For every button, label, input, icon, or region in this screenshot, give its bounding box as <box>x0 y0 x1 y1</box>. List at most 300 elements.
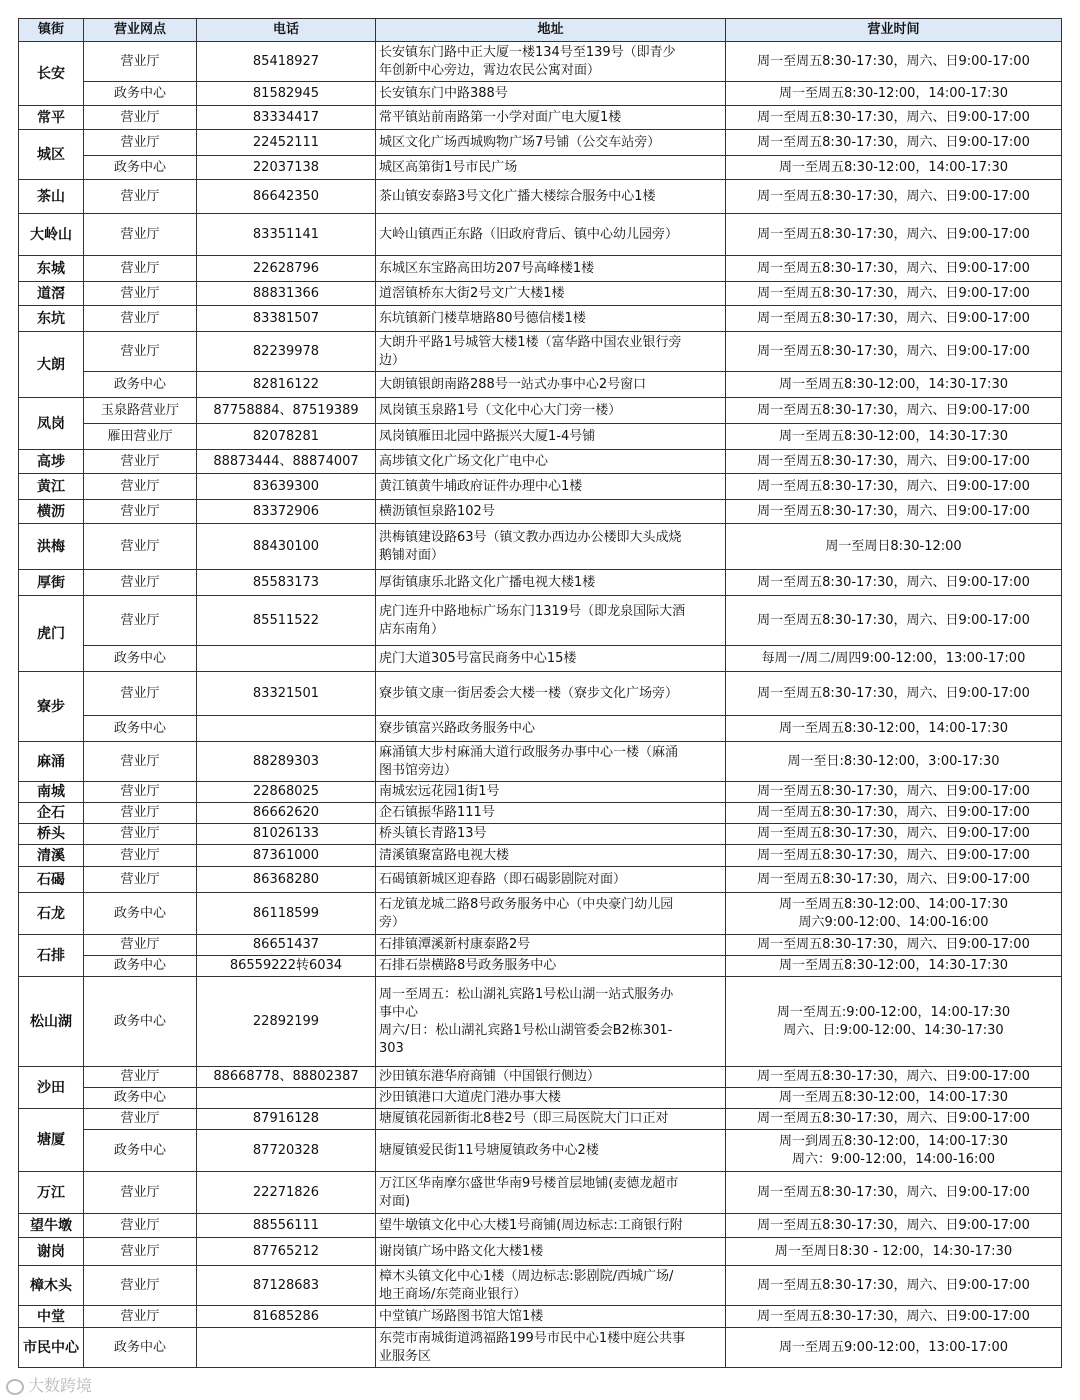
outlet-cell: 营业厅 <box>84 935 197 956</box>
address-line: 凤岗镇雁田北园中路振兴大厦1-4号铺 <box>379 428 596 444</box>
town-cell: 洪梅 <box>19 524 84 570</box>
address-cell <box>376 450 726 474</box>
address-line: 企石镇振华路111号 <box>379 805 495 820</box>
town-cell: 虎门 <box>19 596 84 672</box>
hours-cell <box>726 82 1062 106</box>
address-cell <box>376 214 726 256</box>
table-row <box>19 935 1062 956</box>
hours-cell <box>726 1067 1062 1088</box>
table-row <box>19 1214 1062 1238</box>
phone-cell: 82816122 <box>197 372 376 398</box>
hours-line: 周一至周五8:30-12:00，14:00-17:30 <box>779 720 1008 736</box>
hours-line: 周六9:00-12:00、14:00-16:00 <box>798 914 989 930</box>
address-line: 洪梅镇建设路63号（镇文教办西边办公楼即大头成烧 <box>379 529 682 545</box>
address-cell <box>376 1172 726 1214</box>
address-line: 望牛墩镇文化中心大楼1号商铺(周边标志:工商银行附 <box>379 1217 683 1233</box>
table-row <box>19 716 1062 742</box>
outlet-cell: 营业厅 <box>84 1172 197 1214</box>
hours-line: 周一至周五8:30-17:30，周六、日9:00-17:00 <box>757 937 1030 952</box>
header-hours: 营业时间 <box>726 19 1062 42</box>
outlet-cell: 营业厅 <box>84 306 197 332</box>
address-line: 东坑镇新门楼草塘路80号德信楼1楼 <box>379 310 586 326</box>
service-outlet-table <box>18 18 1062 1368</box>
address-line: 长安镇东门路中正大厦一楼134号至139号（即青少 <box>379 44 676 60</box>
table-row <box>19 42 1062 82</box>
phone-cell: 87758884、87519389 <box>197 398 376 424</box>
phone-cell: 82239978 <box>197 332 376 372</box>
outlet-cell: 营业厅 <box>84 845 197 867</box>
address-line: 东城区东宝路高田坊207号高峰楼1楼 <box>379 260 595 276</box>
hours-line: 周一至周五8:30-17:30，周六、日9:00-17:00 <box>757 612 1030 628</box>
watermark <box>6 1373 92 1396</box>
outlet-cell: 营业厅 <box>84 180 197 214</box>
phone-cell: 88831366 <box>197 282 376 306</box>
hours-line: 周一至周五8:30-17:30，周六、日9:00-17:00 <box>757 871 1030 887</box>
phone-cell: 83351141 <box>197 214 376 256</box>
hours-line: 周一至周五8:30-17:30，周六、日9:00-17:00 <box>757 53 1030 69</box>
hours-cell <box>726 214 1062 256</box>
outlet-cell: 玉泉路营业厅 <box>84 398 197 424</box>
address-cell <box>376 282 726 306</box>
outlet-cell: 营业厅 <box>84 782 197 803</box>
address-line: 长安镇东门中路388号 <box>379 85 508 101</box>
hours-line: 周一至周五:9:00-12:00，14:00-17:30 <box>776 1004 1011 1020</box>
address-line: 业服务区 <box>379 1348 432 1364</box>
hours-line: 周一到周五8:30-12:00，14:00-17:30 <box>779 1133 1008 1149</box>
phone-cell <box>197 1088 376 1109</box>
table-row <box>19 1172 1062 1214</box>
town-cell: 凤岗 <box>19 398 84 450</box>
town-cell: 桥头 <box>19 824 84 845</box>
outlet-cell: 营业厅 <box>84 672 197 716</box>
address-cell <box>376 372 726 398</box>
phone-cell: 83381507 <box>197 306 376 332</box>
phone-cell: 86642350 <box>197 180 376 214</box>
town-cell: 茶山 <box>19 180 84 214</box>
outlet-cell: 营业厅 <box>84 332 197 372</box>
phone-cell: 22868025 <box>197 782 376 803</box>
hours-cell <box>726 845 1062 867</box>
town-cell: 厚街 <box>19 570 84 596</box>
town-cell: 常平 <box>19 106 84 130</box>
address-line: 横沥镇恒泉路102号 <box>379 503 495 519</box>
address-cell <box>376 1109 726 1130</box>
address-line: 大岭山镇西正东路（旧政府背后、镇中心幼儿园旁） <box>379 226 679 242</box>
phone-cell: 22271826 <box>197 1172 376 1214</box>
hours-cell <box>726 956 1062 977</box>
address-line: 东莞市南城街道鸿福路199号市民中心1楼中庭公共事 <box>379 1330 686 1346</box>
address-cell <box>376 935 726 956</box>
town-cell: 企石 <box>19 803 84 824</box>
header-outlet: 营业网点 <box>84 19 197 42</box>
address-line: 城区文化广场西城购物广场7号铺（公交车站旁） <box>379 134 661 150</box>
address-cell <box>376 500 726 524</box>
hours-line: 周一至周五9:00-12:00，13:00-17:00 <box>779 1339 1008 1355</box>
outlet-cell: 营业厅 <box>84 1266 197 1306</box>
outlet-cell: 营业厅 <box>84 742 197 782</box>
table-row <box>19 1266 1062 1306</box>
outlet-cell: 政务中心 <box>84 716 197 742</box>
table-row <box>19 1328 1062 1368</box>
table-row <box>19 742 1062 782</box>
hours-line: 周一至周五8:30-17:30，周六、日9:00-17:00 <box>757 1069 1030 1084</box>
hours-cell <box>726 646 1062 672</box>
town-cell: 中堂 <box>19 1306 84 1328</box>
town-cell: 市民中心 <box>19 1328 84 1368</box>
table-row <box>19 156 1062 180</box>
town-cell: 石排 <box>19 935 84 977</box>
header-phone: 电话 <box>197 19 376 42</box>
phone-cell: 87128683 <box>197 1266 376 1306</box>
outlet-cell: 营业厅 <box>84 1067 197 1088</box>
hours-line: 周一至周日8:30-12:00 <box>825 538 962 554</box>
hours-cell <box>726 398 1062 424</box>
outlet-cell: 营业厅 <box>84 524 197 570</box>
hours-cell <box>726 1172 1062 1214</box>
phone-cell: 83334417 <box>197 106 376 130</box>
phone-cell: 87361000 <box>197 845 376 867</box>
table-row <box>19 1109 1062 1130</box>
address-cell <box>376 570 726 596</box>
address-line: 塘厦镇爱民街11号塘厦镇政务中心2楼 <box>379 1142 599 1158</box>
table-row <box>19 524 1062 570</box>
phone-cell: 86559222转6034 <box>197 956 376 977</box>
hours-cell <box>726 1109 1062 1130</box>
address-cell <box>376 782 726 803</box>
table-row <box>19 474 1062 500</box>
hours-line: 周一至周五8:30-17:30，周六、日9:00-17:00 <box>757 402 1030 418</box>
town-cell: 大朗 <box>19 332 84 398</box>
address-cell <box>376 474 726 500</box>
outlet-cell: 政务中心 <box>84 156 197 180</box>
address-line: 虎门连升中路地标广场东门1319号（即龙泉国际大酒 <box>379 603 686 619</box>
hours-cell <box>726 803 1062 824</box>
hours-cell <box>726 306 1062 332</box>
phone-cell: 22892199 <box>197 977 376 1067</box>
outlet-cell: 营业厅 <box>84 42 197 82</box>
table-row <box>19 214 1062 256</box>
town-cell: 大岭山 <box>19 214 84 256</box>
hours-cell <box>726 180 1062 214</box>
address-line: 图书馆旁边） <box>379 762 458 778</box>
town-cell: 横沥 <box>19 500 84 524</box>
hours-cell <box>726 742 1062 782</box>
address-cell <box>376 803 726 824</box>
address-line: 沙田镇东港华府商铺（中国银行侧边） <box>379 1069 601 1084</box>
hours-line: 周一至周五8:30-17:30，周六、日9:00-17:00 <box>757 310 1030 326</box>
hours-cell <box>726 893 1062 935</box>
town-cell: 寮步 <box>19 672 84 742</box>
outlet-cell: 营业厅 <box>84 450 197 474</box>
hours-line: 周一至周五8:30-12:00，14:00-17:30 <box>779 1090 1008 1105</box>
outlet-cell: 营业厅 <box>84 500 197 524</box>
town-cell: 谢岗 <box>19 1238 84 1266</box>
hours-line: 周一至周五8:30-17:30，周六、日9:00-17:00 <box>757 805 1030 820</box>
hours-line: 周一至周五8:30-17:30，周六、日9:00-17:00 <box>757 1184 1030 1200</box>
outlet-cell: 政务中心 <box>84 1130 197 1172</box>
hours-cell <box>726 424 1062 450</box>
address-cell <box>376 867 726 893</box>
address-cell <box>376 824 726 845</box>
address-cell <box>376 1088 726 1109</box>
phone-cell: 85511522 <box>197 596 376 646</box>
town-cell: 城区 <box>19 130 84 180</box>
outlet-cell: 政务中心 <box>84 956 197 977</box>
hours-line: 周一至周五8:30-12:00，14:00-17:30 <box>779 85 1008 101</box>
hours-line: 周一至周五8:30-12:00，14:30-17:30 <box>779 958 1008 973</box>
outlet-cell: 政务中心 <box>84 372 197 398</box>
address-line: 樟木头镇文化中心1楼（周边标志:影剧院/西城广场/ <box>379 1268 674 1284</box>
table-row <box>19 450 1062 474</box>
address-cell <box>376 956 726 977</box>
phone-cell: 88668778、88802387 <box>197 1067 376 1088</box>
phone-cell: 88556111 <box>197 1214 376 1238</box>
phone-cell: 88289303 <box>197 742 376 782</box>
address-cell <box>376 42 726 82</box>
hours-line: 周一至周五8:30-17:30，周六、日9:00-17:00 <box>757 109 1030 125</box>
hours-cell <box>726 1088 1062 1109</box>
address-cell <box>376 306 726 332</box>
hours-cell <box>726 106 1062 130</box>
hours-cell <box>726 42 1062 82</box>
address-cell <box>376 893 726 935</box>
hours-cell <box>726 156 1062 180</box>
hours-line: 周一至周五8:30-17:30，周六、日9:00-17:00 <box>757 826 1030 841</box>
phone-cell: 86651437 <box>197 935 376 956</box>
phone-cell: 86368280 <box>197 867 376 893</box>
hours-cell <box>726 524 1062 570</box>
address-line: 塘厦镇花园新街北8巷2号（即三局医院大门口正对 <box>379 1111 669 1126</box>
table-row <box>19 782 1062 803</box>
table-row <box>19 1238 1062 1266</box>
phone-cell: 22628796 <box>197 256 376 282</box>
phone-cell: 87916128 <box>197 1109 376 1130</box>
hours-cell <box>726 824 1062 845</box>
table-row <box>19 672 1062 716</box>
address-line: 沙田镇港口大道虎门港办事大楼 <box>379 1090 562 1105</box>
phone-cell: 86662620 <box>197 803 376 824</box>
outlet-cell: 政务中心 <box>84 646 197 672</box>
hours-cell <box>726 474 1062 500</box>
phone-cell: 86118599 <box>197 893 376 935</box>
town-cell: 东坑 <box>19 306 84 332</box>
address-line: 大朗升平路1号城管大楼1楼（富华路中国农业银行旁 <box>379 334 682 350</box>
table-row <box>19 424 1062 450</box>
table-row <box>19 82 1062 106</box>
address-cell <box>376 424 726 450</box>
hours-line: 周一至周五8:30-17:30，周六、日9:00-17:00 <box>757 503 1030 519</box>
hours-line: 每周一/周二/周四9:00-12:00，13:00-17:00 <box>761 650 1026 666</box>
table-row <box>19 893 1062 935</box>
table-row <box>19 646 1062 672</box>
hours-cell <box>726 1328 1062 1368</box>
town-cell: 清溪 <box>19 845 84 867</box>
hours-cell <box>726 570 1062 596</box>
hours-cell <box>726 977 1062 1067</box>
outlet-cell: 政务中心 <box>84 893 197 935</box>
hours-line: 周一至周五8:30-17:30，周六、日9:00-17:00 <box>757 343 1030 359</box>
hours-line: 周一至周五8:30-17:30，周六、日9:00-17:00 <box>757 285 1030 301</box>
address-line: 石碣镇新城区迎春路（即石碣影剧院对面） <box>379 871 627 887</box>
address-cell <box>376 398 726 424</box>
table-row <box>19 106 1062 130</box>
phone-cell: 87720328 <box>197 1130 376 1172</box>
phone-cell: 82078281 <box>197 424 376 450</box>
address-cell <box>376 332 726 372</box>
outlet-cell: 营业厅 <box>84 596 197 646</box>
header-address: 地址 <box>376 19 726 42</box>
address-cell <box>376 1130 726 1172</box>
hours-cell <box>726 130 1062 156</box>
town-cell: 黄江 <box>19 474 84 500</box>
phone-cell <box>197 1328 376 1368</box>
hours-cell <box>726 867 1062 893</box>
outlet-cell: 政务中心 <box>84 82 197 106</box>
phone-cell: 83639300 <box>197 474 376 500</box>
hours-line: 周一至周五8:30-17:30，周六、日9:00-17:00 <box>757 260 1030 276</box>
hours-line: 周一至周五8:30-17:30，周六、日9:00-17:00 <box>757 226 1030 242</box>
hours-cell <box>726 1306 1062 1328</box>
town-cell: 沙田 <box>19 1067 84 1109</box>
address-line: 石龙镇龙城二路8号政务服务中心（中央豪门幼儿园 <box>379 896 674 912</box>
table-row <box>19 596 1062 646</box>
outlet-cell: 营业厅 <box>84 824 197 845</box>
town-cell: 高埗 <box>19 450 84 474</box>
phone-cell: 88873444、88874007 <box>197 450 376 474</box>
table-row <box>19 1130 1062 1172</box>
address-cell <box>376 716 726 742</box>
hours-line: 周一至周五8:30-17:30，周六、日9:00-17:00 <box>757 1217 1030 1233</box>
phone-cell <box>197 716 376 742</box>
table-row <box>19 824 1062 845</box>
hours-line: 周一至日:8:30-12:00，3:00-17:30 <box>787 753 1000 769</box>
table-row <box>19 130 1062 156</box>
address-cell <box>376 672 726 716</box>
address-cell <box>376 977 726 1067</box>
town-cell: 道滘 <box>19 282 84 306</box>
address-cell <box>376 1238 726 1266</box>
address-cell <box>376 524 726 570</box>
address-line: 石排镇潭溪新村康泰路2号 <box>379 937 531 952</box>
table-row <box>19 845 1062 867</box>
phone-cell: 85418927 <box>197 42 376 82</box>
hours-cell <box>726 716 1062 742</box>
hours-cell <box>726 1238 1062 1266</box>
address-line: 周六/日：松山湖礼宾路1号松山湖管委会B2栋301- <box>379 1022 673 1038</box>
hours-cell <box>726 450 1062 474</box>
outlet-cell: 营业厅 <box>84 1306 197 1328</box>
town-cell: 东城 <box>19 256 84 282</box>
hours-line: 周一至周五8:30-17:30，周六、日9:00-17:00 <box>757 574 1030 590</box>
table-row <box>19 867 1062 893</box>
address-cell <box>376 130 726 156</box>
address-line: 地王商场/东莞商业银行） <box>379 1286 527 1302</box>
address-line: 麻涌镇大步村麻涌大道行政服务办事中心一楼（麻涌 <box>379 744 679 760</box>
hours-line: 周六：9:00-12:00，14:00-16:00 <box>792 1151 995 1167</box>
hours-line: 周六、日:9:00-12:00、14:30-17:30 <box>783 1022 1004 1038</box>
address-line: 寮步镇文康一街居委会大楼一楼（寮步文化广场旁） <box>379 685 679 701</box>
address-cell <box>376 596 726 646</box>
hours-line: 周一至周五8:30-12:00，14:30-17:30 <box>779 428 1008 444</box>
town-cell: 麻涌 <box>19 742 84 782</box>
hours-cell <box>726 1266 1062 1306</box>
address-cell <box>376 1266 726 1306</box>
brand-logo-icon <box>6 1379 24 1395</box>
town-cell: 长安 <box>19 42 84 106</box>
table-row <box>19 1067 1062 1088</box>
outlet-cell: 营业厅 <box>84 1109 197 1130</box>
town-cell: 松山湖 <box>19 977 84 1067</box>
outlet-cell: 政务中心 <box>84 1328 197 1368</box>
table-body <box>19 42 1062 1368</box>
address-line: 桥头镇长青路13号 <box>379 826 487 841</box>
address-line: 303 <box>379 1040 404 1056</box>
address-cell <box>376 1306 726 1328</box>
address-cell <box>376 1214 726 1238</box>
town-cell: 石碣 <box>19 867 84 893</box>
town-cell: 石龙 <box>19 893 84 935</box>
phone-cell: 81582945 <box>197 82 376 106</box>
hours-line: 周一至周五8:30-17:30，周六、日9:00-17:00 <box>757 685 1030 701</box>
phone-cell <box>197 646 376 672</box>
outlet-cell: 营业厅 <box>84 106 197 130</box>
address-line: 厚街镇康乐北路文化广播电视大楼1楼 <box>379 574 596 590</box>
table-row <box>19 398 1062 424</box>
hours-line: 周一至周五8:30-17:30，周六、日9:00-17:00 <box>757 453 1030 469</box>
hours-line: 周一至周五8:30-17:30，周六、日9:00-17:00 <box>757 1308 1030 1324</box>
hours-line: 周一至周五8:30-12:00，14:30-17:30 <box>779 376 1008 392</box>
address-line: 边） <box>379 352 406 368</box>
address-line: 旁） <box>379 914 406 930</box>
address-line: 高埗镇文化广场文化广电中心 <box>379 453 549 469</box>
address-line: 石排石崇横路8号政务服务中心 <box>379 958 557 973</box>
phone-cell: 22452111 <box>197 130 376 156</box>
table-row <box>19 977 1062 1067</box>
outlet-cell: 雁田营业厅 <box>84 424 197 450</box>
table-row <box>19 1306 1062 1328</box>
address-cell <box>376 845 726 867</box>
hours-line: 周一至周五8:30-17:30，周六、日9:00-17:00 <box>757 188 1030 204</box>
address-line: 凤岗镇玉泉路1号（文化中心大门旁一楼） <box>379 402 622 418</box>
town-cell: 樟木头 <box>19 1266 84 1306</box>
outlet-cell: 营业厅 <box>84 803 197 824</box>
hours-line: 周一至周五8:30-12:00、14:00-17:30 <box>779 896 1008 912</box>
hours-cell <box>726 372 1062 398</box>
address-cell <box>376 256 726 282</box>
table-row <box>19 306 1062 332</box>
address-line: 店东南角） <box>379 621 445 637</box>
phone-cell: 85583173 <box>197 570 376 596</box>
address-cell <box>376 742 726 782</box>
hours-line: 周一至周五8:30-17:30，周六、日9:00-17:00 <box>757 1277 1030 1293</box>
address-line: 清溪镇聚富路电视大楼 <box>379 847 510 863</box>
hours-cell <box>726 1214 1062 1238</box>
phone-cell: 87765212 <box>197 1238 376 1266</box>
address-cell <box>376 1328 726 1368</box>
address-cell <box>376 646 726 672</box>
table-row <box>19 1088 1062 1109</box>
address-cell <box>376 106 726 130</box>
table-header-row <box>19 19 1062 42</box>
town-cell: 望牛墩 <box>19 1214 84 1238</box>
table-row <box>19 372 1062 398</box>
hours-cell <box>726 500 1062 524</box>
phone-cell: 83372906 <box>197 500 376 524</box>
phone-cell: 83321501 <box>197 672 376 716</box>
table-row <box>19 332 1062 372</box>
hours-line: 周一至周五8:30-17:30，周六、日9:00-17:00 <box>757 784 1030 799</box>
outlet-cell: 营业厅 <box>84 256 197 282</box>
